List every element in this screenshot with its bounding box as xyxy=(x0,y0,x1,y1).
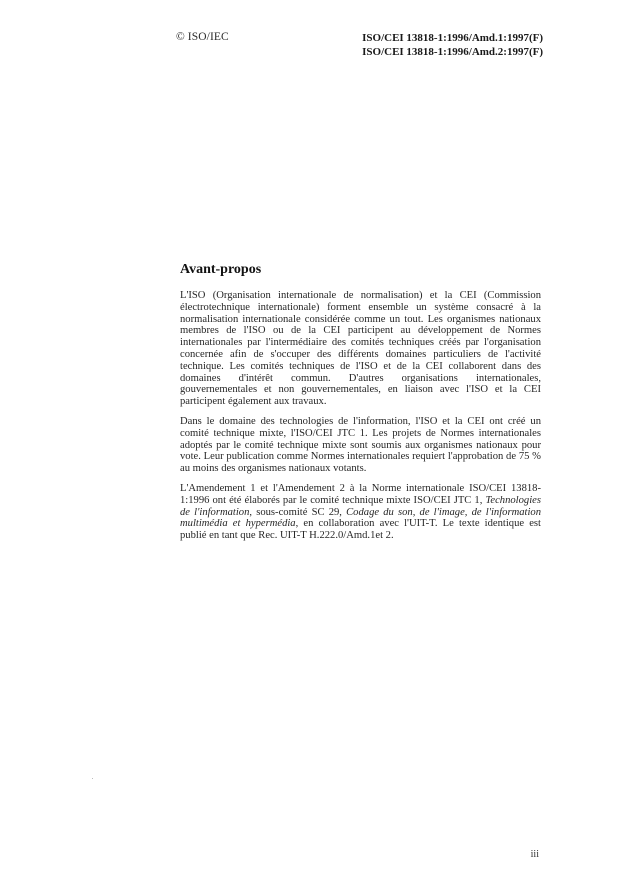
subcommittee-title: Codage du son, de l'image, de l'information multimédia et hypermédia xyxy=(180,506,541,530)
reference-amendment-1: ISO/CEI 13818-1:1996/Amd.1:1997(F) xyxy=(362,32,543,44)
committee-title: Technologies de l'information xyxy=(180,494,541,518)
paragraph-amendments xyxy=(180,483,541,542)
section-title: Avant-propos xyxy=(180,262,262,277)
scan-speck xyxy=(92,778,93,779)
copyright-notice: © ISO/IEC xyxy=(176,31,229,43)
paragraph-organisations: L'ISO (Organisation internationale de normalisation) et la CEI (Commission électrotechnique internationale) forment ensemble un système consacré à la normalisation internationale considérée comme un tout. Les organismes nationaux membres de l'ISO ou de la CEI participent au développement de Normes internationales par l'intermédiaire des comités techniques créés par l'organisation concernée afin de s'occuper des différents domaines particuliers de l'activité technique. Les comités techniques de l'ISO et de la CEI collaborent dans des domaines d'intérêt commun. D'autres organisations internationales, gouvernementales et non gouvernementales, en liaison avec l'ISO et la CEI participent également aux travaux. xyxy=(180,290,541,408)
document-reference xyxy=(362,31,543,59)
paragraph-jtc1: Dans le domaine des technologies de l'information, l'ISO et la CEI ont créé un comité technique mixte, l'ISO/CEI JTC 1. Les projets de Normes internationales adoptés par le comité technique mixte sont soumis aux organismes nationaux pour vote. Leur publication comme Normes internationales requiert l'approbation de 75 % au moins des organismes nationaux votants. xyxy=(180,415,541,475)
amendment-text-part2: , sous-comité SC 29, xyxy=(249,506,347,518)
amendment-text-part3: , en collaboration avec l'UIT-T. Le texte identique est publié en tant que Rec. UIT-T H.222.0/Amd.1et 2. xyxy=(180,518,542,542)
page-number: iii xyxy=(530,849,539,860)
reference-amendment-2: ISO/CEI 13818-1:1996/Amd.2:1997(F) xyxy=(362,46,543,58)
amendment-text-part1: L'Amendement 1 et l'Amendement 2 à la Norme internationale ISO/CEI 13818-1:1996 ont été élaborés par le comité technique mixte ISO/CEI JTC 1, xyxy=(180,482,541,506)
foreword-body xyxy=(180,290,541,550)
